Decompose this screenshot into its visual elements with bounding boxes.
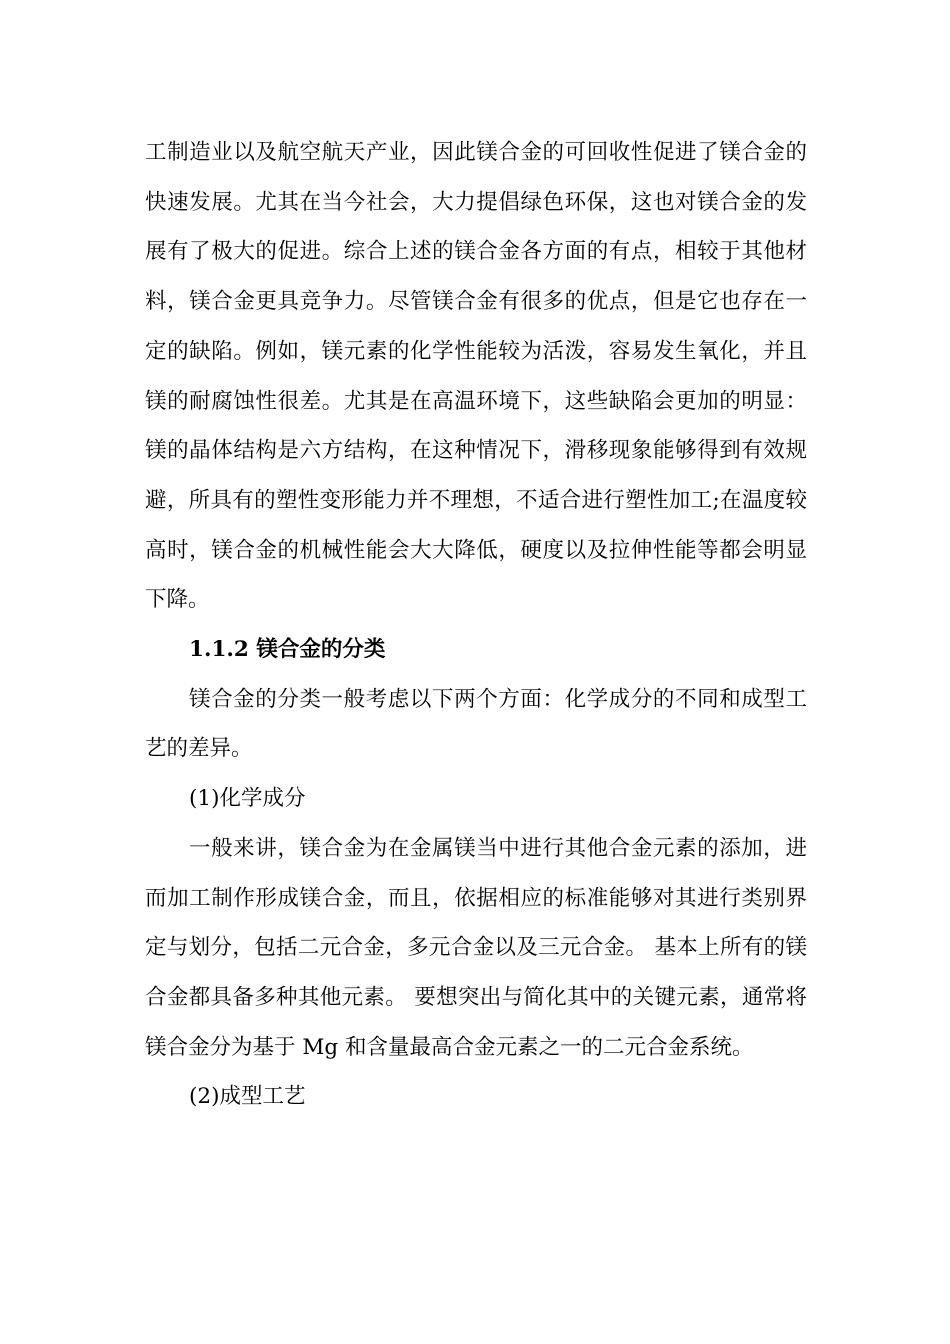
- body-paragraph-classification: 镁合金的分类一般考虑以下两个方面：化学成分的不同和成型工艺的差异。: [145, 686, 807, 762]
- body-paragraph-continued: 工制造业以及航空航天产业，因此镁合金的可回收性促进了镁合金的快速发展。尤其在当今社会，大力提倡绿色环保，这也对镁合金的发展有了极大的促进。综合上述的镁合金各方面的有点，相较于其他材料，镁合金更具竞争力。尽管镁合金有很多的优点，但是它也存在一定的缺陷。例如，镁元素的化学性能较为活泼，容易发生氧化，并且镁的耐腐蚀性很差。尤其是在高温环境下，这些缺陷会更加的明显：镁的晶体结构是六方结构，在这种情况下，滑移现象能够得到有效规避，所具有的塑性变形能力并不理想，不适合进行塑性加工;在温度较高时，镁合金的机械性能会大大降低，硬度以及拉伸性能等都会明显下降。: [145, 140, 807, 613]
- document-body: [145, 128, 807, 1122]
- body-paragraph-chemical-composition: 一般来讲，镁合金为在金属镁当中进行其他合金元素的添加，进而加工制作形成镁合金，而且，依据相应的标准能够对其进行类别界定与划分，包括二元合金，多元合金以及三元合金。 基本上所有的镁合金都具备多种其他元素。 要想突出与简化其中的关键元素，通常将镁合金分为基于 Mg 和含量最高合金元素之一的二元合金系统。: [145, 835, 807, 1060]
- subheading-chemical-composition: (1)化学成分: [189, 786, 306, 812]
- section-heading: 1.1.2 镁合金的分类: [189, 637, 386, 663]
- subheading-forming-process: (2)成型工艺: [189, 1084, 306, 1110]
